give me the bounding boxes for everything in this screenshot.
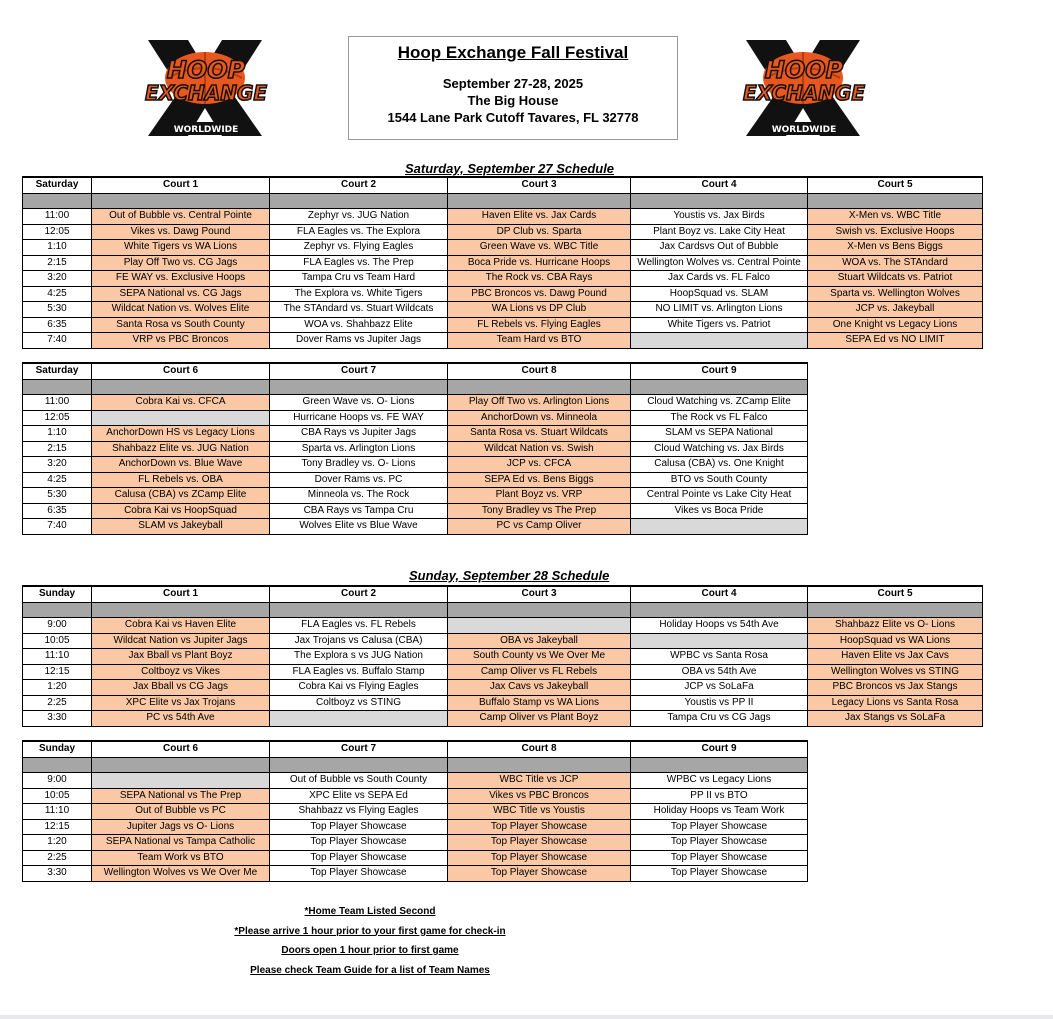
schedule-row xyxy=(23,633,983,649)
time-cell: 3:20 xyxy=(23,271,92,287)
game-cell: Jax Cavs vs Jakeyball xyxy=(448,680,631,696)
game-cell: AnchorDown vs. Blue Wave xyxy=(92,457,270,473)
game-cell: FL Rebels vs. Flying Eagles xyxy=(448,317,631,333)
court-header: Court 6 xyxy=(92,363,270,379)
game-cell: Boca Pride vs. Hurricane Hoops xyxy=(448,255,631,271)
game-cell: Out of Bubble vs PC xyxy=(92,804,270,820)
time-cell: 5:30 xyxy=(23,488,92,504)
schedule-row xyxy=(23,441,808,457)
game-cell: Wolves Elite vs Blue Wave xyxy=(270,519,448,535)
game-cell: AnchorDown vs. Minneola xyxy=(448,410,631,426)
time-cell: 11:10 xyxy=(23,804,92,820)
schedule-row xyxy=(23,680,983,696)
time-cell: 1:10 xyxy=(23,240,92,256)
page-bottom-edge xyxy=(0,1015,1053,1019)
game-cell: Buffalo Stamp vs WA Lions xyxy=(448,695,631,711)
separator-cell xyxy=(23,757,92,773)
schedule-row xyxy=(23,503,808,519)
game-cell: Coltboyz vs Vikes xyxy=(92,664,270,680)
schedule-row xyxy=(23,695,983,711)
game-cell: Dover Rams vs. PC xyxy=(270,472,448,488)
note-doors-open: Doors open 1 hour prior to first game xyxy=(281,945,459,956)
note-home-team: *Home Team Listed Second xyxy=(304,906,436,917)
game-cell: The STAndard vs. Stuart Wildcats xyxy=(270,302,448,318)
game-cell: Cloud Watching vs. Jax Birds xyxy=(631,441,808,457)
hoop-exchange-logo-left xyxy=(130,38,280,138)
game-cell: Legacy Lions vs Santa Rosa xyxy=(808,695,983,711)
schedule-row xyxy=(23,788,808,804)
time-cell: 7:40 xyxy=(23,519,92,535)
game-cell: Santa Rosa vs South County xyxy=(92,317,270,333)
saturday-courts-6-9-table xyxy=(22,362,808,535)
game-cell xyxy=(631,333,808,349)
separator-cell xyxy=(631,193,808,209)
game-cell: Calusa (CBA) vs. One Knight xyxy=(631,457,808,473)
time-cell: 4:25 xyxy=(23,472,92,488)
game-cell: Top Player Showcase xyxy=(631,819,808,835)
separator-cell xyxy=(92,193,270,209)
court-header: Court 2 xyxy=(270,177,448,193)
game-cell: Cobra Kai vs. CFCA xyxy=(92,395,270,411)
day-header: Saturday xyxy=(23,363,92,379)
game-cell: Vikes vs PBC Broncos xyxy=(448,788,631,804)
game-cell: Camp Oliver vs Plant Boyz xyxy=(448,711,631,727)
schedule-row xyxy=(23,240,983,256)
time-cell: 7:40 xyxy=(23,333,92,349)
game-cell: SEPA Ed vs. Bens Biggs xyxy=(448,472,631,488)
separator-cell xyxy=(808,602,983,618)
game-cell: Jax Bball vs Plant Boyz xyxy=(92,649,270,665)
game-cell: X-Men vs. WBC Title xyxy=(808,209,983,225)
court-header: Court 9 xyxy=(631,363,808,379)
schedule-row xyxy=(23,286,983,302)
time-cell: 1:10 xyxy=(23,426,92,442)
court-header: Court 9 xyxy=(631,741,808,757)
game-cell: The Rock vs. CBA Rays xyxy=(448,271,631,287)
day-header: Sunday xyxy=(23,586,92,602)
separator-cell xyxy=(631,602,808,618)
schedule-row xyxy=(23,317,983,333)
time-cell: 4:25 xyxy=(23,286,92,302)
time-cell: 12:05 xyxy=(23,224,92,240)
game-cell: Top Player Showcase xyxy=(448,819,631,835)
game-cell: Cobra Kai vs Haven Elite xyxy=(92,618,270,634)
game-cell: Wellington Wolves vs STING xyxy=(808,664,983,680)
game-cell: Swish vs. Exclusive Hoops xyxy=(808,224,983,240)
game-cell: Top Player Showcase xyxy=(270,866,448,882)
court-header: Court 1 xyxy=(92,586,270,602)
day-header: Sunday xyxy=(23,741,92,757)
game-cell: HoopSquad vs. SLAM xyxy=(631,286,808,302)
game-cell: Vikes vs. Dawg Pound xyxy=(92,224,270,240)
game-cell: XPC Elite vs Jax Trojans xyxy=(92,695,270,711)
game-cell: SLAM vs Jakeyball xyxy=(92,519,270,535)
game-cell: Youstis vs. Jax Birds xyxy=(631,209,808,225)
schedule-row xyxy=(23,457,808,473)
game-cell: SLAM vs SEPA National xyxy=(631,426,808,442)
table-header-row xyxy=(23,177,983,193)
saturday-schedule-title: Saturday, September 27 Schedule xyxy=(405,161,615,176)
game-cell: Dover Rams vs Jupiter Jags xyxy=(270,333,448,349)
game-cell: SEPA Ed vs NO LIMIT xyxy=(808,333,983,349)
game-cell: The Explora s vs JUG Nation xyxy=(270,649,448,665)
game-cell: HoopSquad vs WA Lions xyxy=(808,633,983,649)
game-cell: Out of Bubble vs. Central Pointe xyxy=(92,209,270,225)
note-arrive-early: *Please arrive 1 hour prior to your first game for check-in xyxy=(234,925,506,937)
game-cell: Haven Elite vs. Jax Cards xyxy=(448,209,631,225)
schedule-row xyxy=(23,711,983,727)
game-cell: WOA vs. Shahbazz Elite xyxy=(270,317,448,333)
game-cell: CBA Rays vs Jupiter Jags xyxy=(270,426,448,442)
time-cell: 2:25 xyxy=(23,850,92,866)
game-cell: Wildcat Nation vs. Swish xyxy=(448,441,631,457)
game-cell: Top Player Showcase xyxy=(448,866,631,882)
game-cell: X-Men vs Bens Biggs xyxy=(808,240,983,256)
separator-cell xyxy=(270,602,448,618)
court-header: Court 8 xyxy=(448,363,631,379)
game-cell: Minneola vs. The Rock xyxy=(270,488,448,504)
game-cell: Shahbazz Elite vs. JUG Nation xyxy=(92,441,270,457)
time-cell: 6:35 xyxy=(23,503,92,519)
game-cell: Green Wave vs. WBC Title xyxy=(448,240,631,256)
time-cell: 6:35 xyxy=(23,317,92,333)
event-dates: September 27-28, 2025 xyxy=(442,76,584,91)
game-cell: NO LIMIT vs. Arlington Lions xyxy=(631,302,808,318)
game-cell: JCP vs. CFCA xyxy=(448,457,631,473)
event-address: 1544 Lane Park Cutoff Tavares, FL 32778 xyxy=(387,110,639,125)
game-cell: Cobra Kai vs HoopSquad xyxy=(92,503,270,519)
table-header-row xyxy=(23,741,808,757)
game-cell: White Tigers vs WA Lions xyxy=(92,240,270,256)
separator-cell xyxy=(448,602,631,618)
game-cell: Youstis vs PP II xyxy=(631,695,808,711)
game-cell: Santa Rosa vs. Stuart Wildcats xyxy=(448,426,631,442)
separator-row xyxy=(23,602,983,618)
court-header: Court 4 xyxy=(631,177,808,193)
hoop-exchange-logo-right xyxy=(728,38,878,138)
game-cell: BTO vs South County xyxy=(631,472,808,488)
svg-text:HOOP: HOOP xyxy=(166,56,246,84)
game-cell: PC vs Camp Oliver xyxy=(448,519,631,535)
separator-cell xyxy=(270,379,448,395)
game-cell: Jupiter Jags vs O- Lions xyxy=(92,819,270,835)
svg-text:HOOP: HOOP xyxy=(764,56,844,84)
time-cell: 1:20 xyxy=(23,680,92,696)
schedule-row xyxy=(23,618,983,634)
game-cell: JCP vs. Jakeyball xyxy=(808,302,983,318)
separator-cell xyxy=(631,379,808,395)
court-header: Court 7 xyxy=(270,741,448,757)
sunday-schedule-title: Sunday, September 28 Schedule xyxy=(409,568,610,583)
game-cell xyxy=(448,618,631,634)
sunday-courts-1-5-table xyxy=(22,585,983,727)
svg-text:WORLDWIDE: WORLDWIDE xyxy=(173,125,239,135)
game-cell: PC vs 54th Ave xyxy=(92,711,270,727)
game-cell: Top Player Showcase xyxy=(270,819,448,835)
separator-cell xyxy=(270,193,448,209)
separator-row xyxy=(23,379,808,395)
separator-cell xyxy=(92,602,270,618)
game-cell: Shahbazz vs Flying Eagles xyxy=(270,804,448,820)
separator-cell xyxy=(448,757,631,773)
court-header: Court 4 xyxy=(631,586,808,602)
svg-text:WORLDWIDE: WORLDWIDE xyxy=(771,125,837,135)
time-cell: 11:00 xyxy=(23,209,92,225)
note-team-guide: Please check Team Guide for a list of Team Names xyxy=(250,964,490,976)
court-header: Court 3 xyxy=(448,177,631,193)
game-cell: Top Player Showcase xyxy=(631,850,808,866)
time-cell: 2:15 xyxy=(23,255,92,271)
time-cell: 12:15 xyxy=(23,819,92,835)
game-cell: Out of Bubble vs South County xyxy=(270,773,448,789)
game-cell xyxy=(92,410,270,426)
game-cell: Zephyr vs. Flying Eagles xyxy=(270,240,448,256)
time-cell: 2:15 xyxy=(23,441,92,457)
time-cell: 2:25 xyxy=(23,695,92,711)
separator-cell xyxy=(23,602,92,618)
game-cell: Jax Cards vs. FL Falco xyxy=(631,271,808,287)
time-cell: 1:20 xyxy=(23,835,92,851)
game-cell: Cobra Kai vs Flying Eagles xyxy=(270,680,448,696)
schedule-row xyxy=(23,426,808,442)
game-cell: The Explora vs. White Tigers xyxy=(270,286,448,302)
svg-text:EXCHANGE: EXCHANGE xyxy=(742,81,866,105)
court-header: Court 8 xyxy=(448,741,631,757)
game-cell: Top Player Showcase xyxy=(448,835,631,851)
court-header: Court 1 xyxy=(92,177,270,193)
game-cell xyxy=(631,519,808,535)
time-cell: 11:10 xyxy=(23,649,92,665)
game-cell: Sparta vs. Wellington Wolves xyxy=(808,286,983,302)
game-cell: FLA Eagles vs. FL Rebels xyxy=(270,618,448,634)
schedule-row xyxy=(23,664,983,680)
game-cell: FLA Eagles vs. The Prep xyxy=(270,255,448,271)
game-cell: WPBC vs Santa Rosa xyxy=(631,649,808,665)
event-header xyxy=(348,36,678,140)
game-cell: XPC Elite vs SEPA Ed xyxy=(270,788,448,804)
game-cell: Central Pointe vs Lake City Heat xyxy=(631,488,808,504)
time-cell: 3:30 xyxy=(23,866,92,882)
game-cell xyxy=(631,633,808,649)
court-header: Court 3 xyxy=(448,586,631,602)
game-cell: South County vs We Over Me xyxy=(448,649,631,665)
game-cell: Top Player Showcase xyxy=(270,835,448,851)
game-cell: Top Player Showcase xyxy=(631,866,808,882)
time-cell: 9:00 xyxy=(23,618,92,634)
game-cell: Vikes vs Boca Pride xyxy=(631,503,808,519)
game-cell: Haven Elite vs Jax Cavs xyxy=(808,649,983,665)
game-cell: Calusa (CBA) vs ZCamp Elite xyxy=(92,488,270,504)
time-cell: 3:30 xyxy=(23,711,92,727)
game-cell: Jax Trojans vs Calusa (CBA) xyxy=(270,633,448,649)
schedule-row xyxy=(23,255,983,271)
game-cell: Camp Oliver vs FL Rebels xyxy=(448,664,631,680)
game-cell: PBC Broncos vs. Dawg Pound xyxy=(448,286,631,302)
saturday-courts-1-5-table xyxy=(22,176,983,349)
schedule-row xyxy=(23,395,808,411)
game-cell: Tony Bradley vs The Prep xyxy=(448,503,631,519)
schedule-row xyxy=(23,333,983,349)
game-cell: Jax Bball vs CG Jags xyxy=(92,680,270,696)
schedule-row xyxy=(23,302,983,318)
game-cell: WOA vs. The STAndard xyxy=(808,255,983,271)
game-cell: Wildcat Nation vs Jupiter Jags xyxy=(92,633,270,649)
game-cell: Top Player Showcase xyxy=(631,835,808,851)
game-cell: White Tigers vs. Patriot xyxy=(631,317,808,333)
time-cell: 3:20 xyxy=(23,457,92,473)
game-cell: Jax Cardsvs Out of Bubble xyxy=(631,240,808,256)
game-cell: Tampa Cru vs CG Jags xyxy=(631,711,808,727)
schedule-row xyxy=(23,850,808,866)
game-cell: JCP vs SoLaFa xyxy=(631,680,808,696)
time-cell: 12:05 xyxy=(23,410,92,426)
game-cell: DP Club vs. Sparta xyxy=(448,224,631,240)
game-cell: Wellington Wolves vs We Over Me xyxy=(92,866,270,882)
game-cell: Top Player Showcase xyxy=(448,850,631,866)
court-header: Court 6 xyxy=(92,741,270,757)
time-cell: 10:05 xyxy=(23,788,92,804)
schedule-notes xyxy=(0,902,740,980)
separator-cell xyxy=(448,193,631,209)
time-cell: 12:15 xyxy=(23,664,92,680)
game-cell: Shahbazz Elite vs O- Lions xyxy=(808,618,983,634)
schedule-row xyxy=(23,804,808,820)
court-header: Court 7 xyxy=(270,363,448,379)
schedule-row xyxy=(23,410,808,426)
game-cell: Tony Bradley vs. O- Lions xyxy=(270,457,448,473)
game-cell: FLA Eagles vs. The Explora xyxy=(270,224,448,240)
separator-cell xyxy=(631,757,808,773)
game-cell: Tampa Cru vs Team Hard xyxy=(270,271,448,287)
game-cell: One Knight vs Legacy Lions xyxy=(808,317,983,333)
game-cell: Sparta vs. Arlington Lions xyxy=(270,441,448,457)
game-cell: Team Hard vs BTO xyxy=(448,333,631,349)
schedule-row xyxy=(23,472,808,488)
game-cell: CBA Rays vs Tampa Cru xyxy=(270,503,448,519)
game-cell: Wildcat Nation vs. Wolves Elite xyxy=(92,302,270,318)
separator-cell xyxy=(92,757,270,773)
game-cell: OBA vs Jakeyball xyxy=(448,633,631,649)
separator-cell xyxy=(23,193,92,209)
schedule-row xyxy=(23,649,983,665)
game-cell: AnchorDown HS vs Legacy Lions xyxy=(92,426,270,442)
game-cell xyxy=(92,773,270,789)
schedule-row xyxy=(23,224,983,240)
separator-row xyxy=(23,757,808,773)
separator-cell xyxy=(808,193,983,209)
court-header: Court 5 xyxy=(808,177,983,193)
game-cell: SEPA National vs. CG Jags xyxy=(92,286,270,302)
svg-text:EXCHANGE: EXCHANGE xyxy=(144,81,268,105)
schedule-row xyxy=(23,819,808,835)
game-cell: Stuart Wildcats vs. Patriot xyxy=(808,271,983,287)
game-cell: FLA Eagles vs. Buffalo Stamp xyxy=(270,664,448,680)
time-cell: 11:00 xyxy=(23,395,92,411)
game-cell: WPBC vs Legacy Lions xyxy=(631,773,808,789)
schedule-row xyxy=(23,488,808,504)
separator-cell xyxy=(270,757,448,773)
schedule-row xyxy=(23,835,808,851)
schedule-row xyxy=(23,773,808,789)
sunday-courts-6-9-table xyxy=(22,740,808,882)
event-venue: The Big House xyxy=(467,93,559,108)
game-cell: Holiday Hoops vs Team Work xyxy=(631,804,808,820)
table-header-row xyxy=(23,363,808,379)
separator-row xyxy=(23,193,983,209)
court-header: Court 5 xyxy=(808,586,983,602)
game-cell: Hurricane Hoops vs. FE WAY xyxy=(270,410,448,426)
game-cell: SEPA National vs The Prep xyxy=(92,788,270,804)
separator-cell xyxy=(92,379,270,395)
schedule-row xyxy=(23,271,983,287)
game-cell: Team Work vs BTO xyxy=(92,850,270,866)
schedule-row xyxy=(23,519,808,535)
game-cell: PP II vs BTO xyxy=(631,788,808,804)
time-cell: 5:30 xyxy=(23,302,92,318)
game-cell: The Rock vs FL Falco xyxy=(631,410,808,426)
game-cell: WA Lions vs DP Club xyxy=(448,302,631,318)
game-cell: PBC Broncos vs Jax Stangs xyxy=(808,680,983,696)
time-cell: 10:05 xyxy=(23,633,92,649)
game-cell xyxy=(270,711,448,727)
game-cell: SEPA National vs Tampa Catholic xyxy=(92,835,270,851)
game-cell: Plant Boyz vs. Lake City Heat xyxy=(631,224,808,240)
game-cell: Zephyr vs. JUG Nation xyxy=(270,209,448,225)
game-cell: Coltboyz vs STING xyxy=(270,695,448,711)
game-cell: FE WAY vs. Exclusive Hoops xyxy=(92,271,270,287)
game-cell: Play Off Two vs. CG Jags xyxy=(92,255,270,271)
court-header: Court 2 xyxy=(270,586,448,602)
game-cell: Green Wave vs. O- Lions xyxy=(270,395,448,411)
event-title: Hoop Exchange Fall Festival xyxy=(397,43,629,62)
game-cell: Jax Stangs vs SoLaFa xyxy=(808,711,983,727)
day-header: Saturday xyxy=(23,177,92,193)
game-cell: Holiday Hoops vs 54th Ave xyxy=(631,618,808,634)
game-cell: WBC Title vs JCP xyxy=(448,773,631,789)
game-cell: WBC Title vs Youstis xyxy=(448,804,631,820)
game-cell: VRP vs PBC Broncos xyxy=(92,333,270,349)
table-header-row xyxy=(23,586,983,602)
schedule-row xyxy=(23,209,983,225)
schedule-row xyxy=(23,866,808,882)
separator-cell xyxy=(448,379,631,395)
game-cell: FL Rebels vs. OBA xyxy=(92,472,270,488)
game-cell: Cloud Watching vs. ZCamp Elite xyxy=(631,395,808,411)
game-cell: Top Player Showcase xyxy=(270,850,448,866)
time-cell: 9:00 xyxy=(23,773,92,789)
game-cell: Wellington Wolves vs. Central Pointe xyxy=(631,255,808,271)
game-cell: OBA vs 54th Ave xyxy=(631,664,808,680)
game-cell: Plant Boyz vs. VRP xyxy=(448,488,631,504)
game-cell: Play Off Two vs. Arlington Lions xyxy=(448,395,631,411)
separator-cell xyxy=(23,379,92,395)
